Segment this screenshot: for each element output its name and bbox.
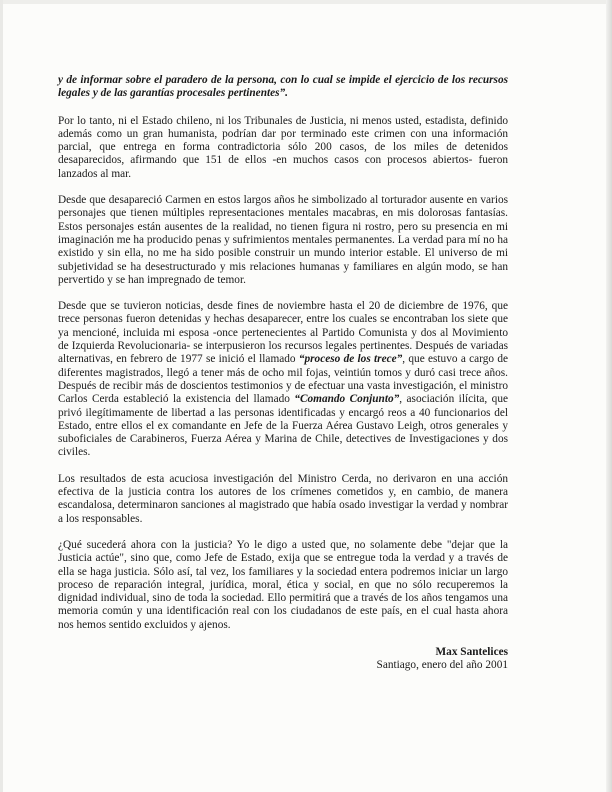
comando-conjunto-emphasis: “Comando Conjunto” — [294, 393, 400, 406]
letter-body — [58, 74, 508, 673]
scan-edge-right — [606, 0, 612, 792]
paragraph-4: Los resultados de esta acuciosa investigación del Ministro Cerda, no derivaron en una acción efectiva de la justicia contra los autores de los crímenes cometidos y, en cambio, de manera escandalosa, determinaron sanciones al magistrado que había osado investigar la verdad y nombrar a los responsables. — [58, 472, 508, 525]
intro-paragraph: y de informar sobre el paradero de la persona, con lo cual se impide el ejercicio de los recursos legales y de las garantías procesales pertinentes”. — [58, 74, 508, 100]
paragraph-1: Por lo tanto, ni el Estado chileno, ni los Tribunales de Justicia, ni menos usted, estadista, definido además como un gran humanista, podrían dar por terminado este crimen con una información parcial, que entrega en forma contradictoria sólo 200 casos, de los miles de detenidos desaparecidos, afirmando que 151 de ellos -en muchos casos con procesos abiertos- fueron lanzados al mar. — [58, 114, 508, 180]
signature-name: Max Santelices — [435, 645, 508, 658]
paragraph-3-text-b: , que estuvo a cargo de diferentes magistrados, llegó a tener más de ocho mil fojas, veintiún tomos y duró casi trece años. Después de recibir más de doscientos testimonios y de efectuar una vasta investigación, el ministro Carlos Cerda estableció la existencia del llamado — [58, 353, 508, 406]
paragraph-3 — [58, 300, 508, 460]
paragraph-3-text-a: Desde que se tuvieron noticias, desde fines de noviembre hasta el 20 de diciembre de 1976, que trece personas fueron detenidas y hechas desaparecer, entre los cuales se encontraban los siete que ya mencioné, incluida mi esposa -once pertenecientes al Partido Comunista y dos al Movimiento de Izquierda Revolucionaria- se interpusieron los recursos legales pertinentes. Después de variadas alternativas, en febrero de 1977 se inició el llamado — [58, 300, 508, 366]
signature-block — [58, 646, 508, 673]
signature-place-date: Santiago, enero del año 2001 — [376, 659, 508, 672]
paragraph-2: Desde que desapareció Carmen en estos largos años he simbolizado al torturador ausente en varios personajes que tienen múltiples representaciones mentales macabras, en mis dolorosas fantasías. Estos personajes están ausentes de la realidad, no tienen figura ni rostro, pero su presencia en mi imaginación me ha producido penas y sufrimientos mentales permanentes. La verdad para mí no ha existido y sin ella, no me ha sido posible construir un mundo interior estable. El universo de mi subjetividad se ha desestructurado y mis relaciones humanas y familiares en algún modo, se han pervertido y se han impregnado de temor. — [58, 194, 508, 286]
scan-edge-top — [0, 0, 612, 4]
proceso-de-los-trece-emphasis: “proceso de los trece” — [298, 353, 403, 366]
scan-edge-left — [0, 0, 3, 792]
paragraph-5: ¿Qué sucederá ahora con la justicia? Yo le digo a usted que, no solamente debe "dejar que la Justicia actúe", sino que, como Jefe de Estado, exija que se entregue toda la verdad y a través de ella se haga justicia. Sólo así, tal vez, los familiares y la sociedad entera podremos iniciar un largo proceso de reparación integral, jurídica, moral, ética y social, en que no sólo recuperemos la dignidad individual, sino de toda la sociedad. Ello permitirá que a través de los años tengamos una memoria común y una identificación real con los ciudadanos de este país, en el cual hasta ahora nos hemos sentido excluidos y ajenos. — [58, 538, 508, 631]
paragraph-3-text-c: , asociación ilícita, que privó ilegítimamente de libertad a las personas identificadas y encargó reos a 40 funcionarios del Estado, entre ellos el ex comandante en Jefe de la Fuerza Aérea Gustavo Leigh, otros generales y suboficiales de Carabineros, Fuerza Aérea y Marina de Chile, detectives de Investigaciones y dos civiles. — [58, 393, 508, 459]
